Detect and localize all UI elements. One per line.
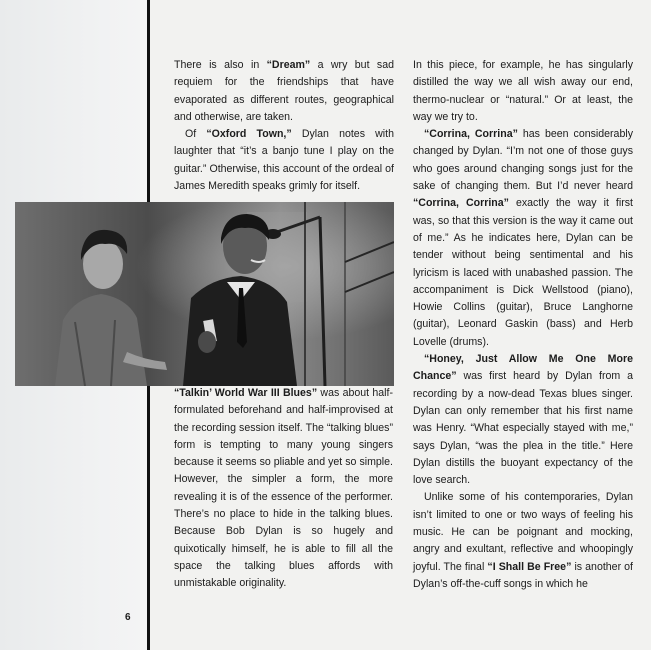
text-column-left-bottom: [174, 385, 393, 593]
text-run: was about half-formulated beforehand and half-improvised at the recording session itself. The “talking blues” form is tempting to many young singers because it seems so pliable and yet so simple. However, the simpler a form, the more revealing it is of the essence of the performer. There’s no place to hide in the talking blues. Because Bob Dylan is so hugely and quixotically himself, he is able to fill all the space the talking blues affords with unmistakable originality.: [174, 387, 393, 590]
song-title: “Talkin’ World War III Blues”: [174, 387, 318, 399]
text-run: a wry but sad requiem for the friendships that have evaporated as different routes, geographical and otherwise, are taken.: [174, 59, 394, 123]
text-run: In this piece, for example, he has singularly distilled the way we all wish away our end, thermo-nuclear or “natural.” Or at least, the way we try to.: [413, 59, 633, 123]
song-title: “Corrina, Corrina”: [424, 128, 518, 141]
text-run: exactly the way it first was, so that this version is the way it came out of me.” As he indicates here, Dylan can be tender without being sentimental and his lyricism is laced with unabashed passion. The accompaniment is Dick Wellstood (piano), Howie Collins (guitar), Bruce Langhorne (guitar), Leonard Gaskin (bass) and Herb Lovelle (drums).: [413, 197, 633, 348]
song-title: “Honey, Just Allow Me One More Chance”: [413, 353, 633, 383]
text-column-left-top: [174, 57, 394, 195]
paragraph: [413, 126, 633, 351]
paragraph: [174, 385, 393, 593]
song-title: “I Shall Be Free”: [487, 560, 572, 573]
text-run: was first heard by Dylan from a recording by a now-dead Texas blues singer. Dylan can only remember that his first name was Henry. “What especially stayed with me,” says Dylan, “was the plea in the title.” Here Dylan distills the buoyant expectancy of the love search.: [413, 370, 633, 487]
paragraph: [413, 351, 633, 489]
text-run: has been considerably changed by Dylan. “I’m not one of those guys who goes around changing songs just for the sake of changing them. But I’d never heard: [413, 128, 633, 193]
paragraph: [174, 57, 394, 126]
text-run: Of: [185, 128, 207, 141]
paragraph: [413, 57, 633, 126]
text-run: Dylan notes with laughter that “it’s a banjo tune I play on the guitar.” Otherwise, this account of the ordeal of James Meredith speaks grimly for itself.: [174, 128, 394, 193]
song-title: “Dream”: [266, 59, 311, 71]
song-title: “Corrina, Corrina”: [413, 197, 509, 210]
paragraph: [413, 489, 633, 593]
text-run: Unlike some of his contemporaries, Dylan isn’t limited to one or two ways of feeling his music. He can be poignant and mocking, angry and exultant, reflective and whoopingly joyful. The final: [413, 491, 633, 573]
page-number: 6: [125, 612, 131, 623]
paragraph: [174, 126, 394, 195]
text-run: There is also in: [174, 59, 267, 71]
studio-photograph: [15, 202, 394, 386]
text-run: is another of Dylan’s off-the-cuff songs in which he: [413, 560, 633, 590]
text-column-right: [413, 57, 633, 593]
song-title: “Oxford Town,”: [206, 128, 292, 141]
